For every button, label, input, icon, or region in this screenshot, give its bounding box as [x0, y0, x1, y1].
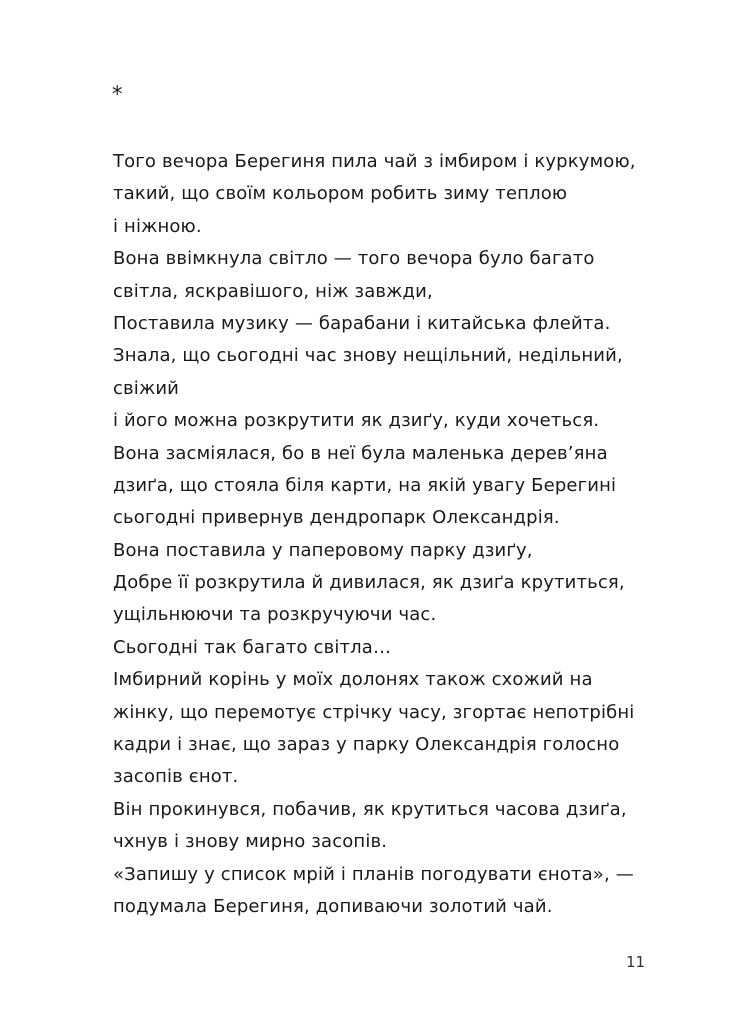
text-line: Добре її розкрутила й дивилася, як дзиґа крутиться, — [113, 572, 625, 594]
text-line: і ніжною. — [113, 215, 202, 237]
section-separator: * — [112, 82, 123, 106]
text-line: і його можна розкрутити як дзиґу, куди хочеться. — [113, 410, 600, 432]
text-line: «Запишу у список мрій і планів погодувати єнота», — — [113, 863, 634, 885]
text-line: жінку, що перемотує стрічку часу, згортає непотрібні — [113, 701, 635, 723]
body-text — [113, 146, 713, 923]
text-line: Імбирний корінь у моїх долонях також схожий на — [113, 669, 593, 691]
text-line: подумала Берегиня, допиваючи золотий чай. — [113, 895, 553, 917]
text-line: Сьогодні так багато світла… — [113, 636, 392, 658]
text-line: Того вечора Берегиня пила чай з імбиром і куркумою, — [113, 151, 636, 172]
text-line: такий, що своїм кольором робить зиму теплою — [113, 183, 568, 205]
text-line: чхнув і знову мирно засопів. — [113, 831, 388, 853]
text-line: дзиґа, що стояла біля карти, на якій увагу Берегині — [113, 474, 617, 496]
text-line: свіжий — [113, 377, 180, 399]
page-number: 11 — [626, 953, 646, 971]
text-line: сьогодні привернув дендропарк Олександрія. — [113, 507, 560, 529]
text-line: Він прокинувся, побачив, як крутиться часова дзиґа, — [113, 798, 627, 820]
text-line: ущільнюючи та розкручуючи час. — [113, 604, 437, 626]
text-line: Знала, що сьогодні час знову нещільний, недільний, — [113, 345, 623, 367]
text-line: Вона засміялася, бо в неї була маленька дерев’яна — [113, 442, 608, 464]
text-line: кадри і знає, що зараз у парку Олександрія голосно — [113, 734, 620, 756]
text-line: засопів єнот. — [113, 766, 239, 788]
text-line: Вона ввімкнула світло — того вечора було багато — [113, 248, 595, 270]
text-line: світла, яскравішого, ніж завжди, — [113, 280, 433, 302]
text-line: Поставила музику — барабани і китайська флейта. — [113, 312, 611, 334]
text-line: Вона поставила у паперовому парку дзиґу, — [113, 539, 533, 561]
